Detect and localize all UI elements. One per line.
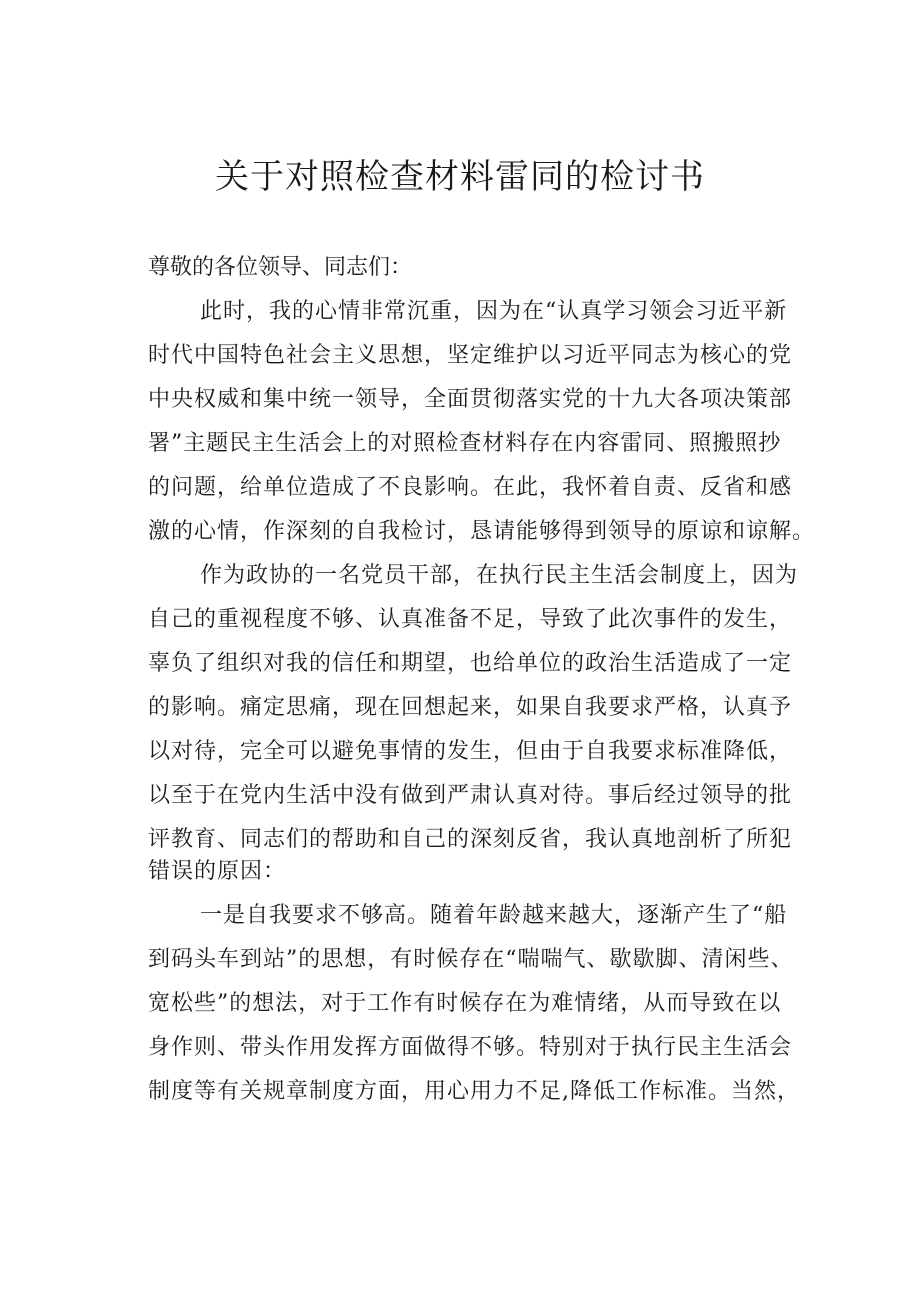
body-line: 以至于在党内生活中没有做到严肃认真对待。事后经过领导的批 — [148, 783, 793, 808]
body-line: 辜负了组织对我的信任和期望，也给单位的政治生活造成了一定 — [148, 651, 793, 676]
body-line: 的影响。痛定思痛，现在回想起来，如果自我要求严格，认真予 — [148, 695, 793, 720]
body-line: 到码头车到站”的思想，有时候存在“喘喘气、歇歇脚、清闲些、 — [148, 947, 794, 972]
body-line: 一是自我要求不够高。随着年龄越来越大，逐渐产生了“船 — [200, 903, 788, 928]
document-title: 关于对照检查材料雷同的检讨书 — [215, 157, 705, 197]
body-line: 署”主题民主生活会上的对照检查材料存在内容雷同、照搬照抄 — [148, 431, 782, 456]
body-line: 制度等有关规章制度方面，用心用力不足,降低工作标准。当然， — [148, 1079, 800, 1104]
body-line: 宽松些”的想法，对于工作有时候存在为难情绪，从而导致在以 — [148, 991, 782, 1016]
salutation: 尊敬的各位领导、同志们： — [148, 255, 413, 280]
body-line: 的问题，给单位造成了不良影响。在此，我怀着自责、反省和感 — [148, 475, 793, 500]
body-line: 作为政协的一名党员干部，在执行民主生活会制度上，因为 — [200, 563, 799, 588]
body-line: 身作则、带头作用发挥方面做得不够。特别对于执行民主生活会 — [148, 1035, 793, 1060]
body-line: 错误的原因： — [148, 859, 287, 884]
body-line: 此时，我的心情非常沉重，因为在“认真学习领会习近平新 — [200, 299, 788, 324]
body-line: 激的心情，作深刻的自我检讨，恳请能够得到领导的原谅和谅解。 — [148, 519, 816, 544]
body-line: 评教育、同志们的帮助和自己的深刻反省，我认真地剖析了所犯 — [148, 827, 793, 852]
body-line: 时代中国特色社会主义思想，坚定维护以习近平同志为核心的党 — [148, 343, 793, 368]
body-line: 中央权威和集中统一领导，全面贯彻落实党的十九大各项决策部 — [148, 387, 793, 412]
body-line: 自己的重视程度不够、认真准备不足，导致了此次事件的发生， — [148, 607, 793, 632]
body-line: 以对待，完全可以避免事情的发生，但由于自我要求标准降低， — [148, 739, 793, 764]
